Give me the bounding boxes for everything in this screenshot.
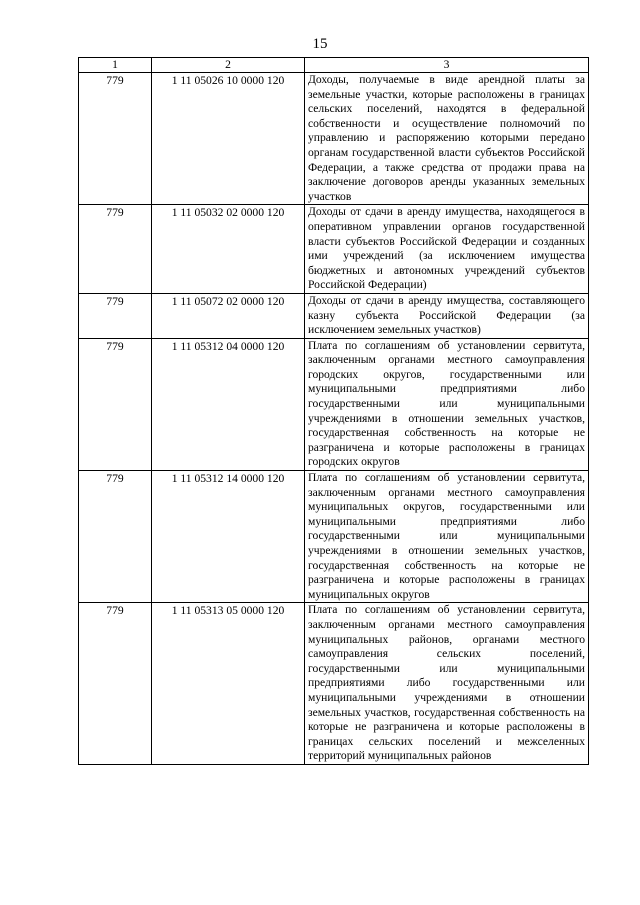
description-cell: Плата по соглашениям об установлении сервитута, заключенным органами местного самоуправления городских округов, государственными или муниципальными предприятиями либо государственными или муниципальными учреждениями в отношении земельных участков, государственная собственность на которые не разграничена и которые расположены в границах городских округов [305,338,589,470]
description-cell: Плата по соглашениям об установлении сервитута, заключенным органами местного самоуправления муниципальных округов, государственными или муниципальными предприятиями либо государственными или муниципальными учреждениями в отношении земельных участков, государственная собственность на которые не разграничена и которые расположены в границах муниципальных округов [305,471,589,603]
table-row [79,471,589,603]
column-header-3: 3 [305,58,589,73]
admin-code-cell: 779 [79,471,152,603]
budget-code-cell: 1 11 05312 14 0000 120 [152,471,305,603]
budget-code-cell: 1 11 05032 02 0000 120 [152,205,305,294]
admin-code-cell: 779 [79,293,152,338]
table-row [79,603,589,765]
table-row [79,293,589,338]
page-number: 15 [312,36,328,52]
column-header-2: 2 [152,58,305,73]
budget-code-cell: 1 11 05026 10 0000 120 [152,73,305,205]
description-cell: Плата по соглашениям об установлении сервитута, заключенным органами местного самоуправления муниципальных районов, органами местного самоуправления сельских поселений, государственными или муниципальными предприятиями либо государственными или муниципальными учреждениями в отношении земельных участков, государственная собственность на которые не разграничена и которые расположены в границах сельских поселений и межселенных территорий муниципальных районов [305,603,589,765]
table-row [79,73,589,205]
admin-code-cell: 779 [79,205,152,294]
budget-code-cell: 1 11 05312 04 0000 120 [152,338,305,470]
revenue-codes-table [78,57,589,765]
admin-code-cell: 779 [79,73,152,205]
description-cell: Доходы от сдачи в аренду имущества, находящегося в оперативном управлении органов государственной власти субъектов Российской Федерации и созданных ими учреждений (за исключением имущества бюджетных и автономных учреждений субъектов Российской Федерации) [305,205,589,294]
budget-code-cell: 1 11 05313 05 0000 120 [152,603,305,765]
admin-code-cell: 779 [79,603,152,765]
table-row [79,338,589,470]
table-row [79,205,589,294]
budget-code-cell: 1 11 05072 02 0000 120 [152,293,305,338]
admin-code-cell: 779 [79,338,152,470]
description-cell: Доходы от сдачи в аренду имущества, составляющего казну субъекта Российской Федерации (за исключением земельных участков) [305,293,589,338]
description-cell: Доходы, получаемые в виде арендной платы за земельные участки, которые расположены в границах сельских поселений, находятся в федеральной собственности и осуществление полномочий по управлению и распоряжению которыми передано органам государственной власти субъектов Российской Федерации, а также средства от продажи права на заключение договоров аренды указанных земельных участков [305,73,589,205]
table-header-row [79,58,589,73]
column-header-1: 1 [79,58,152,73]
